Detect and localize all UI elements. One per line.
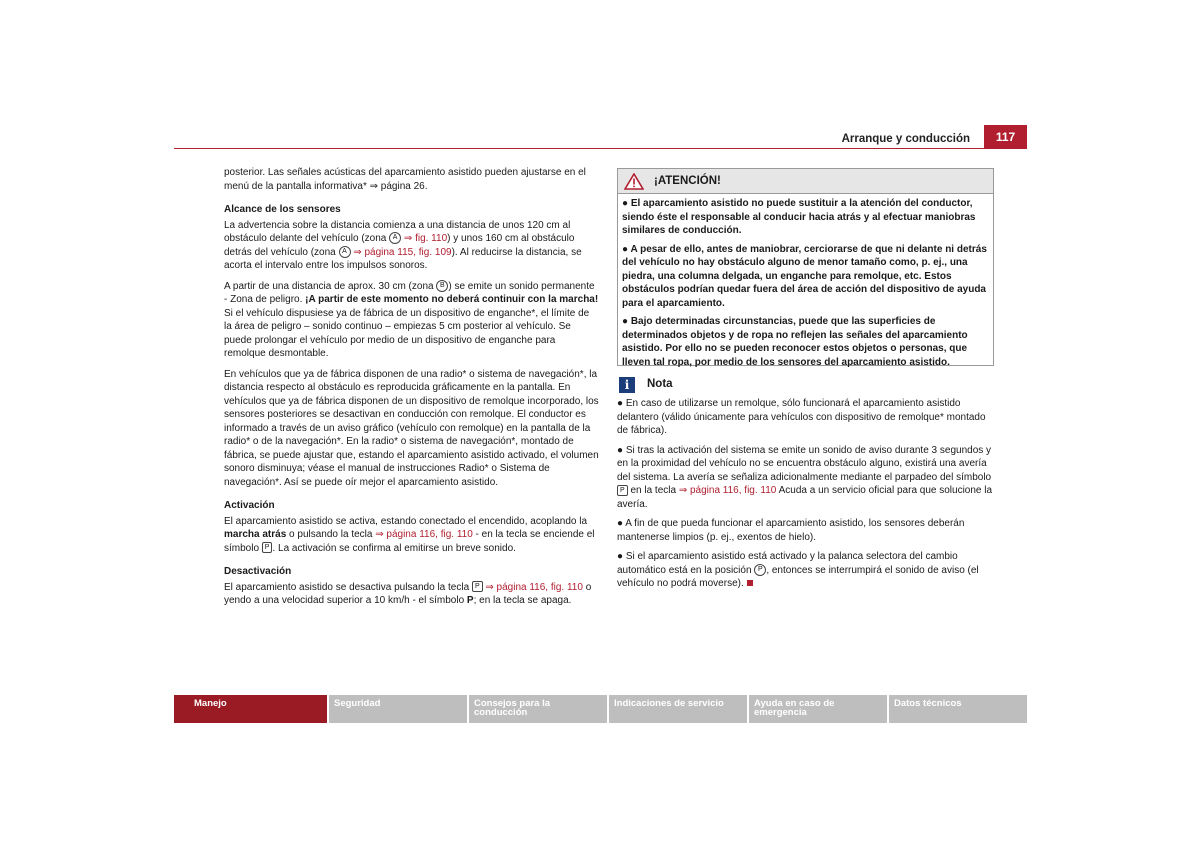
activacion-paragraph [224,515,599,556]
intro-paragraph: posterior. Las señales acústicas del aparcamiento asistido pueden ajustarse en el menú de la pantalla informativa* ⇒ página 26. [224,167,586,192]
alcance-paragraph-3: En vehículos que ya de fábrica disponen de una radio* o sistema de navegación*, la distancia respecto al obstáculo es reproducida gráficamente en la pantalla. En vehículos que ya de fábrica disponen de un dispositivo de remolque incorporado, los sensores posteriores se desactivan en conducción con remolque. El conductor es informado a través de un aviso gráfico (vehículo con remolque) en la pantalla de la radio* o de la navegación*. En la radio* o sistema de navegación*, montado de fábrica, se puede ajustar que, estando el aparcamiento asistido activado, el volumen sonoro disminuya; véase el manual de instrucciones Radio* o Sistema de navegación*. Así se puede oír mejor el aparcamiento asistido. [224,368,599,488]
text: en la tecla [630,485,677,496]
alcance-paragraph-1 [224,219,599,273]
warning-inline: ¡A partir de este momento no deberá continuir con la marcha! [305,294,599,305]
warning-header [618,169,993,194]
tab-seguridad[interactable]: Seguridad [329,695,467,723]
warning-item: ● El aparcamiento asistido no puede sustituir a la atención del conductor, siendo éste el responsable al conducir hacia atrás y al efectuar maniobras similares de conducción. [622,198,976,236]
desactivacion-paragraph [224,581,599,608]
text: El aparcamiento asistido se activa, estando conectado el encendido, acoplando la [224,515,588,527]
reverse-gear-text: marcha atrás [224,529,287,540]
warning-triangle-icon [624,173,644,190]
text: o yendo a una velocidad superior a 10 km/h - el símbolo [224,581,592,606]
note-title: Nota [647,378,673,391]
parking-symbol-icon: P [466,595,474,606]
note-item: ● En caso de utilizarse un remolque, sólo funcionará el aparcamiento asistido delantero (válido únicamente para vehículos con dispositivo de remolque* montado de fábrica). [617,398,986,436]
header-rule [174,148,984,149]
warning-item: ● Bajo determinadas circunstancias, puede que las superficies de determinados objetos y de ropa no reflejen las señales del aparcamiento asistido. Por ello no se pueden reconocer estos objetos o personas, que lleven tal ropa, por medio de los sensores del aparcamiento asistido. [622,316,968,368]
parking-key-icon: P [472,581,483,592]
fig-110-link[interactable]: ⇒ fig. 110 [403,233,448,244]
warning-item: ● A pesar de ello, antes de maniobrar, cerciorarse de que ni delante ni detrás del vehículo no hay obstáculo alguno de menor tamaño como, p. ej., una piedra, una columna delgada, un enganche para remolque, etc. Estos obstáculos podrían quedar fuera del área de acción del dispositivo de ayuda para el aparcamiento. [622,243,987,309]
text: ) y unos 160 cm al obstáculo detrás del vehículo (zona [224,233,575,258]
alcance-heading: Alcance de los sensores [224,204,341,215]
text: A fin de que pueda funcionar el aparcamiento asistido, los sensores deberán mantenerse limpios (p. ej., exentos de hielo). [617,518,965,543]
warning-box [617,168,994,366]
page-115-link[interactable]: ⇒ página 115, fig. 109 [353,246,452,258]
page-116-link[interactable]: ⇒ página 116, fig. 110 [678,485,777,496]
text: ) se emite un sonido permanente - Zona de peligro. [224,280,595,305]
end-marker-icon [747,580,753,586]
text: Si el aparcamiento asistido está activado y la palanca selectora del cambio automático está en la posición [617,551,958,576]
note-item: ● A fin de que pueda funcionar el aparcamiento asistido, los sensores deberán mantenerse limpios (p. ej., exentos de hielo). [617,518,965,543]
activacion-heading: Activación [224,500,275,511]
header-title: Arranque y conducción [841,133,970,145]
zone-a-icon: A [339,246,351,258]
text: - en la tecla se enciende el símbolo [224,529,595,554]
text: ). Al reducirse la distancia, se acorta el intervalo entre los impulsos sonoros. [224,246,582,271]
tab-ayuda[interactable]: Ayuda en caso de emergencia [749,695,887,723]
note-section [617,377,993,597]
text: Si el vehículo dispusiese ya de fábrica de un dispositivo de enganche*, el límite de la área de peligro – sonido continuo – empiezas 5 cm posterior al vehículo. Se puede prolongar el vehículo por medio de un dispositivo de enganche para remolque desmontable. [224,307,590,359]
tab-manejo[interactable]: Manejo [174,695,327,723]
text: Bajo determinadas circunstancias, puede que las superficies de determinados objetos y de ropa no reflejen las señales del aparcamiento asistido. Por ello no se pueden reconocer estos objetos o personas, que lleven tal ropa, por medio de los sensores del aparcamiento asistido. [622,316,968,368]
text: A pesar de ello, antes de maniobrar, cerciorarse de que ni delante ni detrás del vehículo no hay obstáculo alguno de menor tamaño como, p. ej., una piedra, una columna delgada, un enganche para remolque, etc. Estos obstáculos podrían quedar fuera del área de acción del dispositivo de ayuda para el aparcamiento. [622,243,987,309]
text: El aparcamiento asistido se desactiva pulsando la tecla [224,581,470,593]
page-116-link[interactable]: ⇒ página 116, fig. 110 [485,581,583,593]
zone-a-icon: A [389,232,401,244]
tab-indicaciones[interactable]: Indicaciones de servicio [609,695,747,723]
text: Acuda a un servicio oficial para que solucione la avería. [617,485,993,510]
text: o pulsando la tecla [289,529,373,540]
text: El aparcamiento asistido no puede sustituir a la atención del conductor, siendo éste el responsable al conducir hacia atrás y al efectuar maniobras similares de conducción. [622,198,976,236]
parking-key-icon: P [262,542,273,553]
desactivacion-heading: Desactivación [224,566,292,577]
note-item: ● Si el aparcamiento asistido está activado y la palanca selectora del cambio automático está en la posición P , entonces se interrumpirá el sonido de aviso (el vehículo no podrá moverse). [617,551,979,589]
page-number: 117 [984,125,1027,149]
text: ; en la tecla se apaga. [473,595,572,606]
parking-key-icon: P [617,485,628,496]
alcance-paragraph-2 [224,280,599,361]
tab-consejos[interactable]: Consejos para la conducción [469,695,607,723]
text: La advertencia sobre la distancia comienza a una distancia de unos 120 cm al obstáculo delante del vehículo (zona [224,219,571,244]
text: , entonces se interrumpirá el sonido de aviso (el vehículo no podrá moverse). [617,564,979,589]
note-header [617,377,993,393]
chapter-tabs [174,695,1027,723]
text: . La activación se confirma al emitirse un breve sonido. [272,542,516,554]
left-column [224,166,599,615]
warning-title: ¡ATENCIÓN! [654,175,721,187]
text: Si tras la activación del sistema se emite un sonido de aviso durante 3 segundos y en la proximidad del vehículo no se encuentra obstáculo alguno, existirá una avería del sistema. La avería se señaliza adicionalmente mediante el parpadeo del símbolo [617,444,992,483]
info-icon: i [619,377,635,393]
position-p-icon: P [754,564,766,576]
tab-datos[interactable]: Datos técnicos [889,695,1027,723]
warning-body [618,194,993,369]
text: En caso de utilizarse un remolque, sólo funcionará el aparcamiento asistido delantero (válido únicamente para vehículos con dispositivo de remolque* montado de fábrica). [617,398,986,436]
note-item: ● Si tras la activación del sistema se emite un sonido de aviso durante 3 segundos y en la proximidad del vehículo no se encuentra obstáculo alguno, existirá una avería del sistema. La avería se señaliza adicionalmente mediante el parpadeo del símbolo P en la tecla ⇒ página 116, fig. 110 Acuda a un servicio oficial para que solucione la avería. [617,444,993,510]
zone-b-icon: B [436,280,448,292]
page-116-link[interactable]: ⇒ página 116, fig. 110 [375,529,473,540]
text: A partir de una distancia de aprox. 30 cm (zona [224,280,434,292]
